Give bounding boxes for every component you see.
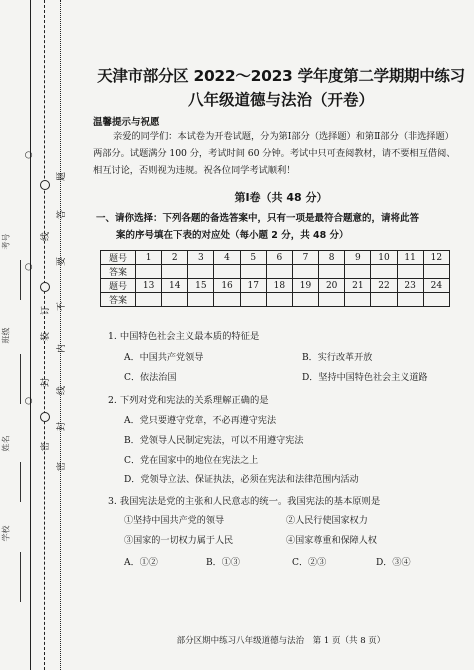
answer-cell[interactable] [188,265,214,279]
grid-number: 2 [162,251,188,265]
grid-number: 13 [136,279,162,293]
question-1-stem: 1. 中国特色社会主义最本质的特征是 [108,331,260,342]
answer-cell[interactable] [423,293,449,307]
question-3-option-a[interactable]: A．①② [124,558,158,568]
inner-label-6: 线 [57,385,68,396]
question-2-option-c[interactable]: C．党在国家中的地位在宪法之上 [124,456,259,466]
answer-cell[interactable] [240,265,266,279]
grid-number: 4 [214,251,240,265]
answer-cell[interactable] [345,293,371,307]
question-2-option-a[interactable]: A．党只要遵守党章，不必再遵守宪法 [124,416,277,426]
grid-number: 6 [266,251,292,265]
section-instruction-line2: 案的序号填在下表的对应处（每小题 2 分，共 48 分） [116,230,349,241]
field-name: 姓名 [1,435,11,452]
grid-number: 20 [319,279,345,293]
field-blank-school[interactable] [20,552,21,602]
grid-number: 1 [136,251,162,265]
question-3-statement-2: ②人民行使国家权力 [286,516,368,526]
binding-hole-top [40,180,50,190]
question-1-option-d[interactable]: D．坚持中国特色社会主义道路 [302,373,428,383]
question-2-option-d[interactable]: D．党领导立法、保证执法，必须在宪法和法律范围内活动 [124,475,359,485]
grid-row-label: 答案 [101,293,136,307]
answer-cell[interactable] [162,265,188,279]
inner-label-2: 答 [57,209,68,220]
notice-body: 亲爱的同学们：本试卷为开卷试题，分为第Ⅰ部分（选择题）和第Ⅱ部分（非选择题）两部分。试题满分 100 分，考试时间 60 分钟。考试中只可查阅教材，请不要相互借阅、相互讨论，否则视为违规。祝各位同学考试顺利！ [93,131,456,176]
page-footer: 部分区期中练习八年级道德与法治 第 1 页（共 8 页） [176,636,386,646]
answer-cell[interactable] [397,293,423,307]
question-3-statement-3: ③国家的一切权力属于人民 [124,536,234,546]
answer-cell[interactable] [292,265,318,279]
field-class: 班级 [1,327,11,344]
question-3-option-b[interactable]: B．①③ [206,558,240,568]
grid-number: 19 [292,279,318,293]
answer-cell[interactable] [162,293,188,307]
question-3-option-c[interactable]: C．②③ [292,558,327,568]
field-blank-exam-number[interactable] [20,260,21,300]
question-3-option-d[interactable]: D．③④ [376,558,411,568]
answer-cell[interactable] [136,293,162,307]
binding-hole-bottom [40,412,50,422]
answer-cell[interactable] [319,265,345,279]
binding-ordinal-mark: ○ [23,263,34,271]
binding-ordinal-mark: ○ [23,151,34,159]
field-exam-number: 考号 [1,233,11,250]
question-1-option-a[interactable]: A．中国共产党领导 [124,353,204,363]
grid-row-answers-2 [101,293,450,307]
inner-label-3: 要 [57,256,68,267]
answer-cell[interactable] [345,265,371,279]
inner-label-8: 密 [57,461,68,472]
part-heading: 第Ⅰ卷（共 48 分） [234,191,328,204]
exam-title: 天津市部分区 2022～2023 学年度第二学期期中练习 [97,67,465,85]
binding-hole-middle [40,282,50,292]
grid-number: 3 [188,251,214,265]
binding-ordinal-mark: ○ [23,397,34,405]
grid-number: 12 [423,251,449,265]
inner-label-5: 内 [57,343,68,354]
field-blank-class[interactable] [20,354,21,404]
field-blank-name[interactable] [20,462,21,502]
grid-number: 21 [345,279,371,293]
grid-row-numbers-2 [101,279,450,293]
grid-number: 7 [292,251,318,265]
inner-label-1: 题 [57,171,68,182]
answer-cell[interactable] [266,293,292,307]
answer-cell[interactable] [423,265,449,279]
binding-line-inner [60,0,61,670]
question-2-option-b[interactable]: B．党领导人民制定宪法，可以不用遵守宪法 [124,436,304,446]
inner-label-4: 不 [57,301,68,312]
grid-number: 10 [371,251,397,265]
grid-row-answers-1 [101,265,450,279]
question-3-statement-1: ①坚持中国共产党的领导 [124,516,225,526]
answer-grid [100,250,450,307]
grid-number: 17 [240,279,266,293]
grid-number: 11 [397,251,423,265]
grid-number: 9 [345,251,371,265]
grid-number: 18 [266,279,292,293]
grid-number: 23 [397,279,423,293]
field-school: 学校 [1,525,11,542]
answer-cell[interactable] [214,293,240,307]
notice-heading: 温馨提示与祝愿 [93,117,160,128]
inner-label-7: 封 [57,421,68,432]
answer-cell[interactable] [188,293,214,307]
binding-line-outer [30,0,31,670]
answer-cell[interactable] [136,265,162,279]
answer-cell[interactable] [371,265,397,279]
answer-cell[interactable] [371,293,397,307]
answer-cell[interactable] [266,265,292,279]
question-1-option-c[interactable]: C．依法治国 [124,373,177,383]
binding-label-line: 线 [41,231,52,242]
grid-row-label: 题号 [101,279,136,293]
section-instruction [96,210,462,244]
answer-cell[interactable] [292,293,318,307]
grid-number: 15 [188,279,214,293]
question-2-stem: 2. 下列对党和宪法的关系理解正确的是 [108,395,269,406]
question-3-stem: 3. 我国宪法是党的主张和人民意志的统一。我国宪法的基本原则是 [108,496,381,507]
answer-cell[interactable] [319,293,345,307]
answer-cell[interactable] [397,265,423,279]
grid-number: 24 [423,279,449,293]
grid-number: 16 [214,279,240,293]
binding-label-staple: 订 [41,305,52,316]
exam-subtitle: 八年级道德与法治（开卷） [187,91,374,109]
grid-number: 22 [371,279,397,293]
answer-cell[interactable] [240,293,266,307]
answer-cell[interactable] [214,265,240,279]
binding-label-secret: 密 [41,441,52,452]
grid-number: 5 [240,251,266,265]
grid-row-label: 题号 [101,251,136,265]
binding-label-bind: 装 [41,331,52,342]
grid-number: 14 [162,279,188,293]
grid-row-numbers-1 [101,251,450,265]
grid-number: 8 [319,251,345,265]
question-1-option-b[interactable]: B．实行改革开放 [302,353,373,363]
binding-label-seal: 封 [41,377,52,388]
question-3-statement-4: ④国家尊重和保障人权 [286,536,377,546]
grid-row-label: 答案 [101,265,136,279]
section-instruction-line1: 一、请你选择：下列各题的备选答案中，只有一项是最符合题意的，请将此答 [96,213,420,224]
